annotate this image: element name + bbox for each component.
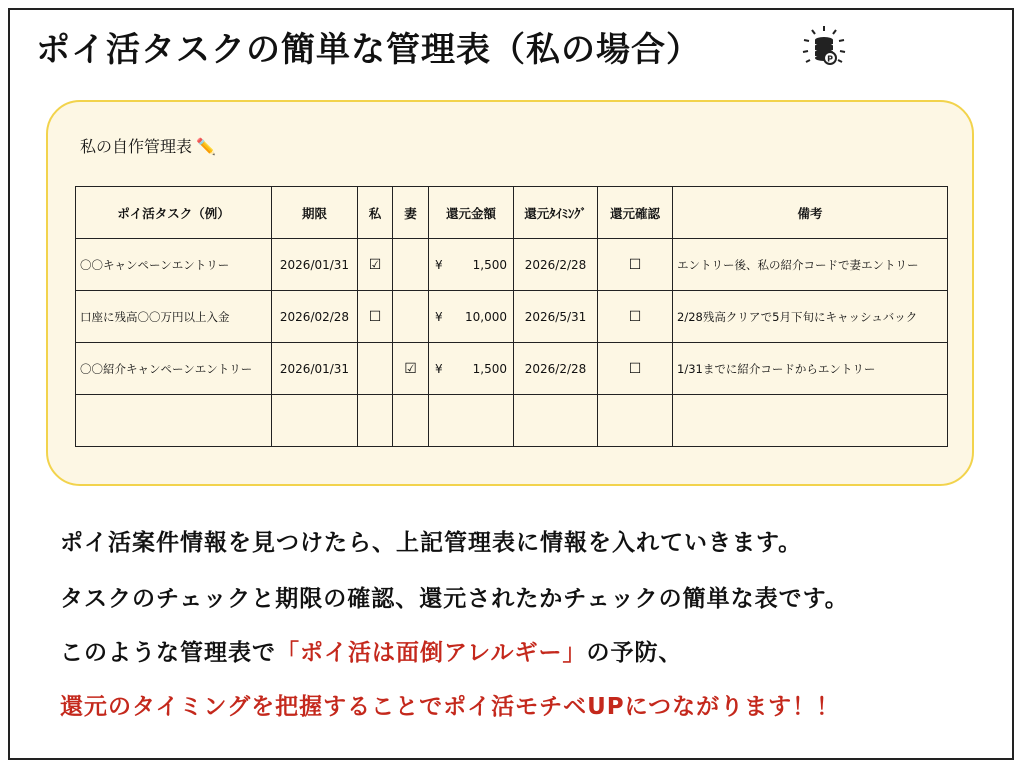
header-timing: 還元ﾀｲﾐﾝｸﾞ — [514, 187, 598, 239]
header-deadline: 期限 — [272, 187, 358, 239]
deadline-cell: 2026/01/31 — [272, 239, 358, 291]
deadline-cell: 2026/02/28 — [272, 291, 358, 343]
amount-cell — [429, 239, 514, 291]
description-line-3-suffix: の予防、 — [586, 640, 683, 666]
task-cell: 口座に残高〇〇万円以上入金 — [76, 291, 272, 343]
empty-cell[interactable] — [673, 395, 948, 447]
task-cell: 〇〇キャンペーンエントリー — [76, 239, 272, 291]
yen-sign: ¥ — [435, 257, 443, 272]
empty-cell[interactable] — [76, 395, 272, 447]
pencil-icon: ✏️ — [196, 137, 216, 156]
confirm-checkbox[interactable]: ☐ — [598, 239, 673, 291]
amount-cell — [429, 343, 514, 395]
empty-cell[interactable] — [393, 395, 429, 447]
header-task: ポイ活タスク（例） — [76, 187, 272, 239]
task-cell: 〇〇紹介キャンペーンエントリー — [76, 343, 272, 395]
card-title — [80, 134, 216, 157]
amount-value: 1,500 — [472, 361, 507, 376]
description-line-3-prefix: このような管理表で — [60, 640, 276, 666]
card-title-text: 私の自作管理表 — [80, 137, 193, 156]
empty-cell[interactable] — [272, 395, 358, 447]
description-line-2: タスクのチェックと期限の確認、還元されたかチェックの簡単な表です。 — [60, 586, 849, 612]
confirm-checkbox[interactable]: ☐ — [598, 343, 673, 395]
header-wife: 妻 — [393, 187, 429, 239]
table-row — [76, 343, 948, 395]
wife-checkbox[interactable] — [393, 239, 429, 291]
confirm-checkbox[interactable]: ☐ — [598, 291, 673, 343]
svg-text:P: P — [827, 54, 833, 64]
header-confirm: 還元確認 — [598, 187, 673, 239]
coin-stack-icon — [800, 24, 848, 68]
description-line-1: ポイ活案件情報を見つけたら、上記管理表に情報を入れていきます。 — [60, 530, 803, 556]
management-table — [75, 186, 948, 447]
note-cell: 2/28残高クリアで5月下旬にキャッシュバック — [673, 291, 948, 343]
description-line-3 — [60, 634, 683, 667]
header-note: 備考 — [673, 187, 948, 239]
yen-sign: ¥ — [435, 361, 443, 376]
amount-cell — [429, 291, 514, 343]
empty-cell[interactable] — [358, 395, 393, 447]
amount-value: 10,000 — [465, 309, 507, 324]
me-checkbox[interactable]: ☐ — [358, 291, 393, 343]
deadline-cell: 2026/01/31 — [272, 343, 358, 395]
note-cell: 1/31までに紹介コードからエントリー — [673, 343, 948, 395]
page-title: ポイ活タスクの簡単な管理表（私の場合） — [36, 30, 701, 70]
empty-cell[interactable] — [429, 395, 514, 447]
amount-value: 1,500 — [472, 257, 507, 272]
empty-cell[interactable] — [514, 395, 598, 447]
me-checkbox[interactable] — [358, 343, 393, 395]
note-cell: エントリー後、私の紹介コードで妻エントリー — [673, 239, 948, 291]
description-highlight: 「ポイ活は面倒アレルギー」 — [276, 640, 587, 666]
timing-cell: 2026/5/31 — [514, 291, 598, 343]
description-line-4: 還元のタイミングを把握することでポイ活モチベUPにつながります！！ — [60, 694, 841, 720]
table-row — [76, 291, 948, 343]
table-row-empty — [76, 395, 948, 447]
empty-cell[interactable] — [598, 395, 673, 447]
me-checkbox[interactable]: ☑ — [358, 239, 393, 291]
wife-checkbox[interactable] — [393, 291, 429, 343]
table-header-row — [76, 187, 948, 239]
header-me: 私 — [358, 187, 393, 239]
yen-sign: ¥ — [435, 309, 443, 324]
wife-checkbox[interactable]: ☑ — [393, 343, 429, 395]
table-row — [76, 239, 948, 291]
timing-cell: 2026/2/28 — [514, 343, 598, 395]
header-amount: 還元金額 — [429, 187, 514, 239]
timing-cell: 2026/2/28 — [514, 239, 598, 291]
